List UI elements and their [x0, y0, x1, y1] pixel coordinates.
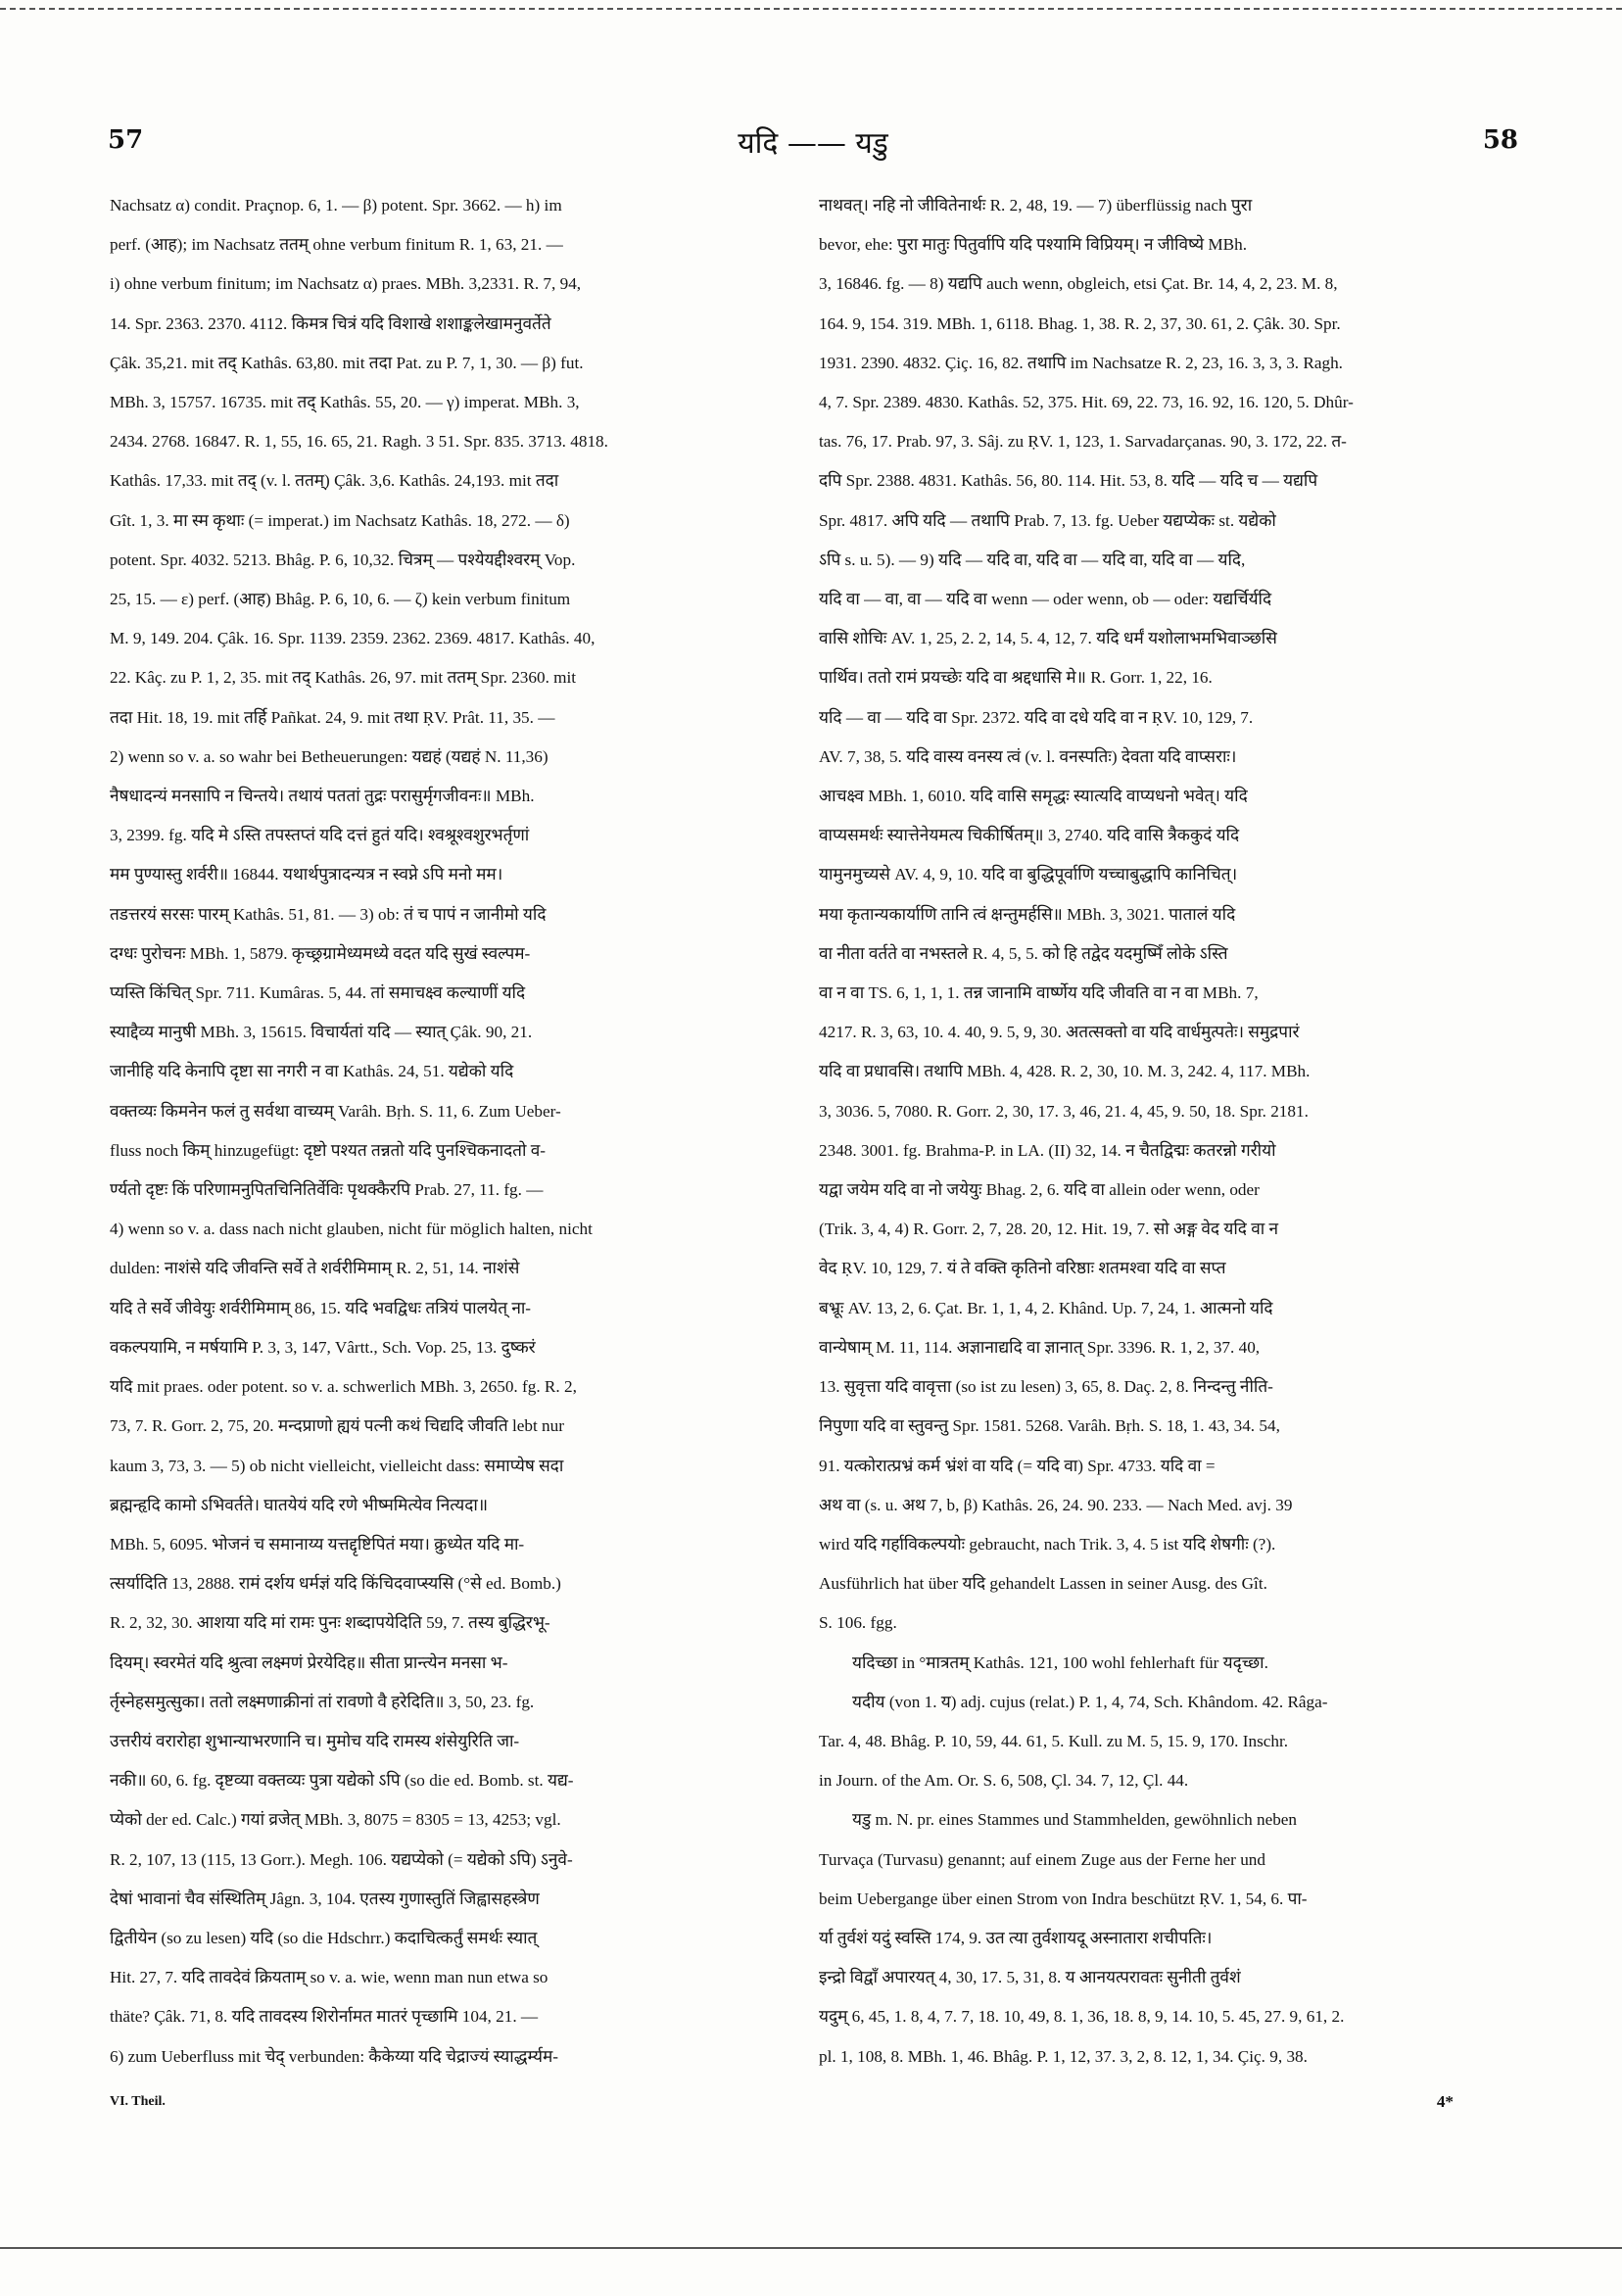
volume-signature: VI. Theil. [110, 2093, 166, 2109]
text-line: दियम्। स्वरमेतं यदि श्रुत्वा लक्ष्मणं प्रेरयेदिह॥ सीता प्रान्त्येन मनसा भ- [110, 1652, 508, 1672]
text-line: 2434. 2768. 16847. R. 1, 55, 16. 65, 21. Ragh. 3 51. Spr. 835. 3713. 4818. [110, 432, 608, 452]
text-line: Tar. 4, 48. Bhâg. P. 10, 59, 44. 61, 5. Kull. zu M. 5, 15. 9, 170. Inschr. [819, 1731, 1289, 1750]
text-line: tas. 76, 17. Prab. 97, 3. Sâj. zu ṚV. 1, 123, 1. Sarvadarçanas. 90, 3. 172, 22. त- [819, 432, 1347, 452]
text-line: मया कृतान्यकार्याणि तानि त्वं क्षन्तुमर्हसि॥ MBh. 3, 3021. पातालं यदि [819, 904, 1236, 924]
text-line: द्वितीयेन (so zu lesen) यदि (so die Hdschrr.) कदाचित्कर्तुं समर्थः स्यात् [110, 1928, 538, 1947]
text-line: यदि mit praes. oder potent. so v. a. schwerlich MBh. 3, 2650. fg. R. 2, [110, 1377, 577, 1397]
text-line: 4, 7. Spr. 2389. 4830. Kathâs. 52, 375. Hit. 69, 22. 73, 16. 92, 16. 120, 5. Dhûr- [819, 393, 1354, 412]
text-line: ब्रह्मन्हृदि कामो ऽभिवर्तते। घातयेयं यदि रणे भीष्ममित्येव नित्यदा॥ [110, 1495, 489, 1514]
text-line: Nachsatz α) condit. Praçnop. 6, 1. — β) potent. Spr. 3662. — h) im [110, 196, 562, 215]
text-line: मम पुण्यास्तु शर्वरी॥ 16844. यथार्थपुत्रादन्यत्र न स्वप्ने ऽपि मनो मम। [110, 865, 503, 885]
text-line: र्या तुर्वशं यदुं स्वस्ति 174, 9. उत त्या तुर्वशायदू अस्नातारा शचीपतिः। [819, 1928, 1213, 1947]
text-line: R. 2, 32, 30. आशया यदि मां रामः पुनः शब्दापयेदिति 59, 7. तस्य बुद्धिरभू- [110, 1613, 550, 1633]
text-line: वेद ṚV. 10, 129, 7. यं ते वक्ति कृतिनो वरिष्ठाः शतमश्वा यदि वा सप्त [819, 1259, 1226, 1278]
text-line: Hit. 27, 7. यदि तावदेवं क्रियताम् so v. a. wie, wenn man nun etwa so [110, 1968, 549, 1987]
text-line: वकल्पयामि, न मर्षयामि P. 3, 3, 147, Vârtt., Sch. Vop. 25, 13. दुष्करं [110, 1337, 536, 1357]
text-line: वान्येषाम् M. 11, 114. अज्ञानाद्यदि वा ज्ञानात् Spr. 3396. R. 1, 2, 37. 40, [819, 1337, 1261, 1357]
left-column [110, 186, 795, 2122]
text-line: अथ वा (s. u. अथ 7, b, β) Kathâs. 26, 24. 90. 233. — Nach Med. avj. 39 [819, 1495, 1293, 1514]
text-line: 14. Spr. 2363. 2370. 4112. किमत्र चित्रं यदि विशाखे शशाङ्कलेखामनुवर्तेते [110, 313, 551, 333]
text-line: Spr. 4817. अपि यदि — तथापि Prab. 7, 13. fg. Ueber यद्यप्येकः st. यद्येको [819, 510, 1276, 530]
text-line: 73, 7. R. Gorr. 2, 75, 20. मन्दप्राणो ह्ययं पत्नी कथं चिद्यदि जीवति lebt nur [110, 1416, 564, 1436]
text-line: dulden: नाशंसे यदि जीवन्ति सर्वे ते शर्वरीमिमाम् R. 2, 51, 14. नाशंसे [110, 1259, 520, 1278]
text-line: 4) wenn so v. a. dass nach nicht glauben, nicht für möglich halten, nicht [110, 1220, 593, 1239]
text-line: 91. यत्कोरात्प्रभ्रं कर्म भ्रंशं वा यदि (= यदि वा) Spr. 4733. यदि वा = [819, 1456, 1216, 1475]
text-line: (Trik. 3, 4, 4) R. Gorr. 2, 7, 28. 20, 12. Hit. 19, 7. सो अङ्ग वेद यदि वा न [819, 1220, 1279, 1239]
page-number-left: 57 [108, 125, 144, 155]
running-headword: यदि —— यडु [738, 126, 888, 161]
text-line: S. 106. fgg. [819, 1613, 897, 1633]
text-line: i) ohne verbum finitum; im Nachsatz α) praes. MBh. 3,2331. R. 7, 94, [110, 274, 582, 294]
text-line: वा न वा TS. 6, 1, 1, 1. तन्न जानामि वार्ष्णेय यदि जीवति वा न वा MBh. 7, [819, 983, 1259, 1003]
text-line: स्याद्दैव्य मानुषी MBh. 3, 15615. विचार्यतां यदि — स्यात् Çâk. 90, 21. [110, 1023, 533, 1042]
text-line: fluss noch किम् hinzugefügt: दृष्टो पश्यत तन्नतो यदि पुनश्चिकनादतो व- [110, 1140, 547, 1160]
text-line: pl. 1, 108, 8. MBh. 1, 46. Bhâg. P. 1, 12, 37. 3, 2, 8. 12, 1, 34. Çiç. 9, 38. [819, 2046, 1308, 2066]
text-line: नकी॥ 60, 6. fg. दृष्टव्या वक्तव्यः पुत्रा यद्येको ऽपि (so die ed. Bomb. st. यद्य- [110, 1771, 574, 1791]
text-line: र्तृस्नेहसमुत्सुका। ततो लक्ष्मणाक्रीनां तां रावणो वै हरेदिति॥ 3, 50, 23. fg. [110, 1692, 535, 1711]
text-line: तडत्तरयं सरसः पारम् Kathâs. 51, 81. — 3) ob: तं च पापं न जानीमो यदि [110, 904, 547, 924]
text-line: वाप्यसमर्थः स्यात्तेनेयमत्य चिकीर्षितम्॥ 3, 2740. यदि वासि त्रैककुदं यदि [819, 826, 1240, 845]
text-line: kaum 3, 73, 3. — 5) ob nicht vielleicht, vielleicht dass: समाप्येष सदा [110, 1456, 564, 1475]
text-line: प्यस्ति किंचित् Spr. 711. Kumâras. 5, 44. तां समाचक्ष्व कल्याणीं यदि [110, 983, 526, 1003]
text-line: पार्थिव। ततो रामं प्रयच्छेः यदि वा श्रद्दधासि मे॥ R. Gorr. 1, 22, 16. [819, 668, 1213, 688]
text-line: Kathâs. 17,33. mit तद् (v. l. ततम्) Çâk. 3,6. Kathâs. 24,193. mit तदा [110, 471, 559, 491]
text-line: यदिच्छा in °मात्रतम् Kathâs. 121, 100 wohl fehlerhaft für यदृच्छा. [852, 1652, 1268, 1672]
text-line: दग्धः पुरोचनः MBh. 1, 5879. कृच्छ्रग्रामेध्यमध्ये वदत यदि सुखं स्वल्पम- [110, 943, 531, 963]
text-line: beim Uebergange über einen Strom von Indra beschützt ṚV. 1, 54, 6. पा- [819, 1889, 1308, 1908]
sheet-signature: 4* [1436, 2091, 1454, 2111]
page-header [108, 125, 1518, 165]
text-line: thäte? Çâk. 71, 8. यदि तावदस्य शिरोर्नामत मातरं पृच्छामि 104, 21. — [110, 2007, 539, 2027]
text-line: 164. 9, 154. 319. MBh. 1, 6118. Bhag. 1, 38. R. 2, 37, 30. 61, 2. Çâk. 30. Spr. [819, 313, 1341, 333]
text-line: उत्तरीयं वरारोहा शुभान्याभरणानि च। मुमोच यदि रामस्य शंसेयुरिति जा- [110, 1731, 520, 1750]
text-line: दपि Spr. 2388. 4831. Kathâs. 56, 80. 114. Hit. 53, 8. यदि — यदि च — यद्यपि [819, 471, 1318, 491]
text-line: 3, 16846. fg. — 8) यद्यपि auch wenn, obgleich, etsi Çat. Br. 14, 4, 2, 23. M. 8, [819, 274, 1338, 294]
text-line: त्सर्यादिति 13, 2888. रामं दर्शय धर्मज्ञं यदि किंचिदवाप्स्यसि (°से ed. Bomb.) [110, 1574, 561, 1594]
text-line: MBh. 3, 15757. 16735. mit तद् Kathâs. 55, 20. — γ) imperat. MBh. 3, [110, 393, 580, 412]
text-line: 2) wenn so v. a. so wahr bei Betheuerungen: यद्यहं (यद्यहं N. 11,36) [110, 746, 549, 766]
top-rule [0, 8, 1622, 10]
text-line: in Journ. of the Am. Or. S. 6, 508, Çl. 34. 7, 12, Çl. 44. [819, 1771, 1189, 1791]
text-line: यद्वा जयेम यदि वा नो जयेयुः Bhag. 2, 6. यदि वा allein oder wenn, oder [819, 1180, 1260, 1200]
text-line: 3, 2399. fg. यदि मे ऽस्ति तपस्तप्तं यदि दत्तं हुतं यदि। श्वश्रूश्वशुरभर्तृणां [110, 826, 530, 845]
text-line: R. 2, 107, 13 (115, 13 Gorr.). Megh. 106. यद्यप्येको (= यद्येको ऽपि) ऽनुवे- [110, 1849, 573, 1869]
text-line: 13. सुवृत्ता यदि वावृत्ता (so ist zu lesen) 3, 65, 8. Daç. 2, 8. निन्दन्तु नीति- [819, 1377, 1273, 1397]
bottom-rule [0, 2247, 1622, 2249]
text-line: बभ्रूः AV. 13, 2, 6. Çat. Br. 1, 1, 4, 2. Khând. Up. 7, 24, 1. आत्मनो यदि [819, 1298, 1273, 1317]
text-line: potent. Spr. 4032. 5213. Bhâg. P. 6, 10,32. चित्रम् — पश्येयद्दीश्वरम् Vop. [110, 550, 576, 569]
text-line: तदा Hit. 18, 19. mit तर्हि Pañkat. 24, 9. mit तथा ṚV. Prât. 11, 35. — [110, 707, 555, 727]
text-line: Gît. 1, 3. मा स्म कृथाः (= imperat.) im Nachsatz Kathâs. 18, 272. — δ) [110, 510, 570, 530]
text-line: 4217. R. 3, 63, 10. 4. 40, 9. 5, 9, 30. अतत्सक्तो वा यदि वार्धमुत्पतेः। समुद्रपारं [819, 1023, 1300, 1042]
text-line: Çâk. 35,21. mit तद् Kathâs. 63,80. mit तदा Pat. zu P. 7, 1, 30. — β) fut. [110, 353, 584, 372]
text-line: यामुनमुच्यसे AV. 4, 9, 10. यदि वा बुद्धिपूर्वाणि यच्चाबुद्धापि कानिचित्। [819, 865, 1238, 885]
text-line: यदीय (von 1. य) adj. cujus (relat.) P. 1, 4, 74, Sch. Khândom. 42. Râga- [852, 1692, 1328, 1711]
text-line: 2348. 3001. fg. Brahma-P. in LA. (II) 32, 14. न चैतद्विद्मः कतरन्नो गरीयो [819, 1140, 1276, 1160]
text-line: 25, 15. — ε) perf. (आह) Bhâg. P. 6, 10, 6. — ζ) kein verbum finitum [110, 590, 571, 609]
text-line: वा नीता वर्तते वा नभस्तले R. 4, 5, 5. को हि तद्वेद यदमुष्मिँ लोके ऽस्ति [819, 943, 1228, 963]
text-line: perf. (आह); im Nachsatz ततम् ohne verbum finitum R. 1, 63, 21. — [110, 235, 563, 255]
text-line: Turvaça (Turvasu) genannt; auf einem Zuge aus der Ferne her und [819, 1849, 1265, 1869]
text-line: आचक्ष्व MBh. 1, 6010. यदि वासि समृद्धः स्यात्यदि वाप्यधनो भवेत्। यदि [819, 787, 1248, 806]
text-line: wird यदि गर्हाविकल्पयोः gebraucht, nach Trik. 3, 4. 5 ist यदि शेषगीः (?). [819, 1534, 1276, 1554]
text-line: AV. 7, 38, 5. यदि वास्य वनस्य त्वं (v. l. वनस्पतिः) देवता यदि वाप्सराः। [819, 746, 1237, 766]
text-line: bevor, ehe: पुरा मातुः पितुर्वापि यदि पश्यामि विप्रियम्। न जीविष्ये MBh. [819, 235, 1248, 255]
text-line: यदि — वा — यदि वा Spr. 2372. यदि वा दधे यदि वा न ṚV. 10, 129, 7. [819, 707, 1254, 727]
text-line: 6) zum Ueberfluss mit चेद् verbunden: कैकेय्या यदि चेद्राज्यं स्याद्धर्म्यम- [110, 2046, 559, 2066]
right-column [819, 186, 1512, 2122]
text-line: निपुणा यदि वा स्तुवन्तु Spr. 1581. 5268. Varâh. Bṛh. S. 18, 1. 43, 34. 54, [819, 1416, 1280, 1436]
text-line: देषां भावानां चैव संस्थितिम् Jâgn. 3, 104. एतस्य गुणास्तुतिं जिह्वासहस्त्रेण [110, 1889, 540, 1908]
text-line: यदि वा प्रधावसि। तथापि MBh. 4, 428. R. 2, 30, 10. M. 3, 242. 4, 117. MBh. [819, 1062, 1311, 1081]
text-line: 3, 3036. 5, 7080. R. Gorr. 2, 30, 17. 3, 46, 21. 4, 45, 9. 50, 18. Spr. 2181. [819, 1101, 1309, 1121]
text-line: यडु m. N. pr. eines Stammes und Stammhelden, gewöhnlich neben [852, 1810, 1298, 1830]
text-line: यदि ते सर्वे जीवेयुः शर्वरीमिमाम् 86, 15. यदि भवद्विधः तत्रियं पालयेत् ना- [110, 1298, 532, 1317]
page-number-right: 58 [1482, 125, 1518, 155]
text-line: र्ण्यतो दृष्टः किं परिणामनुपितचिनितिर्वेविः पृथक्कैरपि Prab. 27, 11. fg. — [110, 1180, 544, 1200]
text-line: प्येको der ed. Calc.) गयां व्रजेत् MBh. 3, 8075 = 8305 = 13, 4253; vgl. [110, 1810, 561, 1830]
text-line: MBh. 5, 6095. भोजनं च समानाय्य यत्तद्दृष्टिपितं मया। क्रुध्येत यदि मा- [110, 1534, 525, 1554]
text-line: M. 9, 149. 204. Çâk. 16. Spr. 1139. 2359. 2362. 2369. 4817. Kathâs. 40, [110, 629, 596, 648]
text-line: 1931. 2390. 4832. Çiç. 16, 82. तथापि im Nachsatze R. 2, 23, 16. 3, 3, 3. Ragh. [819, 353, 1343, 372]
text-line: यदि वा — वा, वा — यदि वा wenn — oder wenn, ob — oder: यद्यर्चिर्यदि [819, 590, 1272, 609]
text-line: वक्तव्यः किमनेन फलं तु सर्वथा वाच्यम् Varâh. Bṛh. S. 11, 6. Zum Ueber- [110, 1101, 561, 1121]
text-line: जानीहि यदि केनापि दृष्टा सा नगरी न वा Kathâs. 24, 51. यद्येको यदि [110, 1062, 514, 1081]
text-line: ऽपि s. u. 5). — 9) यदि — यदि वा, यदि वा — यदि वा, यदि वा — यदि, [819, 550, 1246, 569]
text-line: 22. Kâç. zu P. 1, 2, 35. mit तद् Kathâs. 26, 97. mit ततम् Spr. 2360. mit [110, 668, 577, 688]
text-line: नैषधादन्यं मनसापि न चिन्तये। तथायं पततां तुद्रः परासुर्मृगजीवनः॥ MBh. [110, 787, 535, 806]
text-line: Ausführlich hat über यदि gehandelt Lassen in seiner Ausg. des Gît. [819, 1574, 1267, 1594]
text-line: इन्द्रो विद्वाँ अपारयत् 4, 30, 17. 5, 31, 8. य आनयत्परावतः सुनीती तुर्वशं [819, 1968, 1241, 1987]
text-line: नाथवत्। नहि नो जीवितेनार्थः R. 2, 48, 19. — 7) überflüssig nach पुरा [819, 196, 1253, 215]
text-line: यदुम् 6, 45, 1. 8, 4, 7. 7, 18. 10, 49, 8. 1, 36, 18. 8, 9, 14. 10, 5. 45, 27. 9, 61, 2. [819, 2007, 1345, 2027]
text-line: वासि शोचिः AV. 1, 25, 2. 2, 14, 5. 4, 12, 7. यदि धर्मं यशोलाभमभिवाञ्छसि [819, 629, 1277, 648]
